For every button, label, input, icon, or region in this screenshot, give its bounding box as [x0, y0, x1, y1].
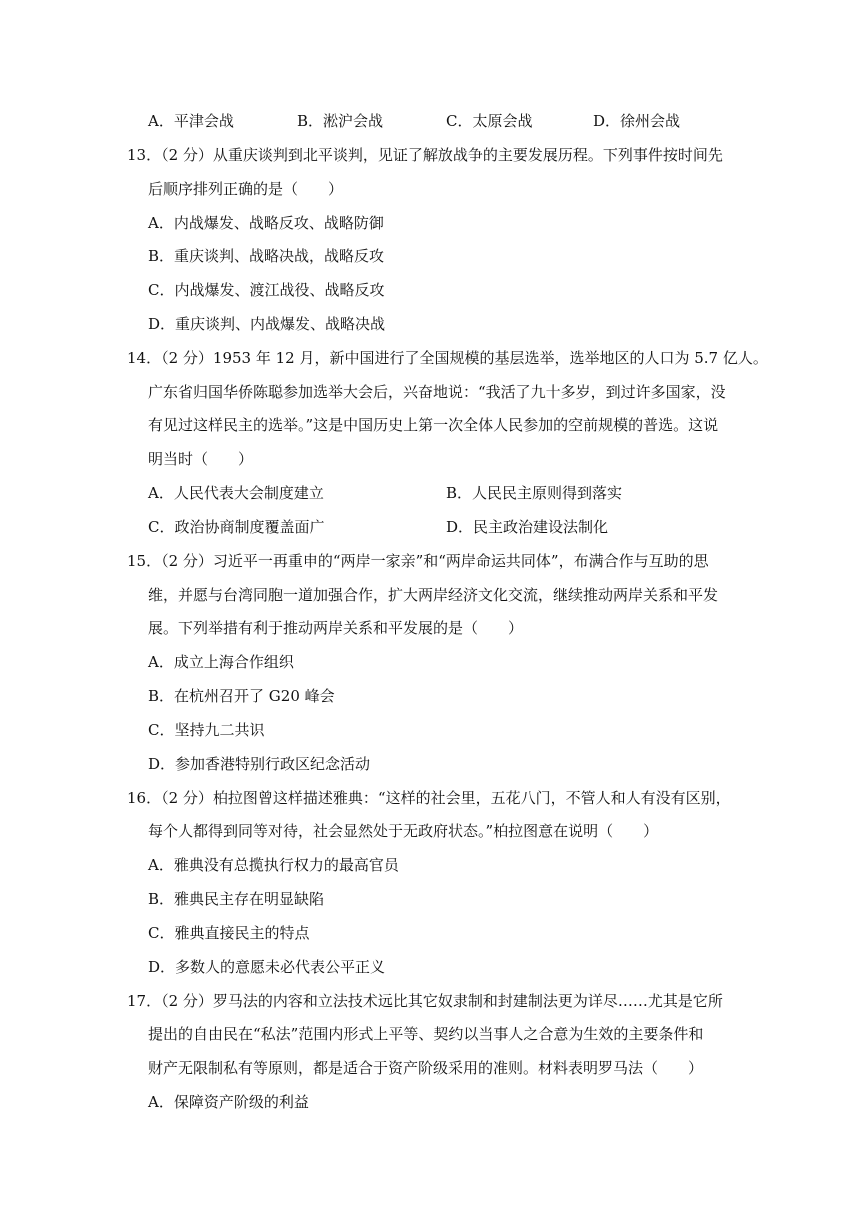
q16-stem-line-1: 16．（2 分）柏拉图曾这样描述雅典：“这样的社会里，五花八门，不管人和人有没有区别， — [127, 789, 731, 807]
q15-option-a[interactable]: A．成立上海合作组织 — [148, 653, 294, 671]
q13-option-d[interactable]: D．重庆谈判、内战爆发、战略决战 — [148, 315, 386, 333]
q16-option-d[interactable]: D．多数人的意愿未必代表公平正义 — [148, 958, 386, 976]
q14-option-b[interactable]: B．人民民主原则得到落实 — [446, 484, 623, 502]
q13-option-c[interactable]: C．内战爆发、渡江战役、战略反攻 — [148, 281, 385, 299]
q16-stem-line-2: 每个人都得到同等对待，社会显然处于无政府状态。”柏拉图意在说明（ ） — [148, 822, 659, 840]
q17-stem-line-3: 财产无限制私有等原则，都是适合于资产阶级采用的准则。材料表明罗马法（ ） — [148, 1059, 704, 1077]
q17-stem-line-2: 提出的自由民在“私法”范围内形式上平等、契约以当事人之合意为生效的主要条件和 — [148, 1025, 704, 1043]
q14-stem-line-3: 有见过这样民主的选举。”这是中国历史上第一次全体人民参加的空前规模的普选。这说 — [148, 416, 719, 434]
q16-option-a[interactable]: A．雅典没有总揽执行权力的最高官员 — [148, 856, 399, 874]
q14-option-c[interactable]: C．政治协商制度覆盖面广 — [148, 518, 325, 536]
q15-option-d[interactable]: D．参加香港特别行政区纪念活动 — [148, 755, 371, 773]
q12-option-a[interactable]: A．平津会战 — [148, 112, 234, 130]
q13-option-a[interactable]: A．内战爆发、战略反攻、战略防御 — [148, 214, 384, 232]
q15-option-c[interactable]: C．坚持九二共识 — [148, 721, 265, 739]
q12-option-b[interactable]: B．淞沪会战 — [297, 112, 384, 130]
q14-stem-line-4: 明当时（ ） — [148, 450, 254, 468]
q14-stem-line-1: 14．（2 分）1953 年 12 月，新中国进行了全国规模的基层选举，选举地区的人口为 5.7 亿人。 — [127, 349, 768, 367]
q13-option-b[interactable]: B．重庆谈判、战略决战，战略反攻 — [148, 247, 385, 265]
q16-option-c[interactable]: C．雅典直接民主的特点 — [148, 924, 310, 942]
q14-stem-line-2: 广东省归国华侨陈聪参加选举大会后，兴奋地说：“我活了九十多岁，到过许多国家，没 — [148, 383, 726, 401]
q14-option-d[interactable]: D．民主政治建设法制化 — [446, 518, 609, 536]
q15-stem-line-2: 维，并愿与台湾同胞一道加强合作，扩大两岸经济文化交流，继续推动两岸关系和平发 — [148, 586, 719, 604]
q17-stem-line-1: 17．（2 分）罗马法的内容和立法技术远比其它奴隶制和封建制法更为详尽……尤其是它所 — [127, 992, 723, 1010]
q14-option-a[interactable]: A．人民代表大会制度建立 — [148, 484, 324, 502]
q15-option-b[interactable]: B．在杭州召开了 G20 峰会 — [148, 687, 335, 705]
q13-stem-line-2: 后顺序排列正确的是（ ） — [148, 180, 344, 198]
q16-option-b[interactable]: B．雅典民主存在明显缺陷 — [148, 890, 325, 908]
q17-option-a[interactable]: A．保障资产阶级的利益 — [148, 1093, 309, 1111]
q15-stem-line-3: 展。下列举措有利于推动两岸关系和平发展的是（ ） — [148, 619, 524, 637]
q12-option-d[interactable]: D．徐州会战 — [593, 112, 681, 130]
q12-option-c[interactable]: C．太原会战 — [446, 112, 533, 130]
q15-stem-line-1: 15．（2 分）习近平一再重申的“两岸一家亲”和“两岸命运共同体”，布满合作与互助的思 — [127, 552, 709, 570]
q13-stem-line-1: 13．（2 分）从重庆谈判到北平谈判，见证了解放战争的主要发展历程。下列事件按时间先 — [127, 146, 723, 164]
